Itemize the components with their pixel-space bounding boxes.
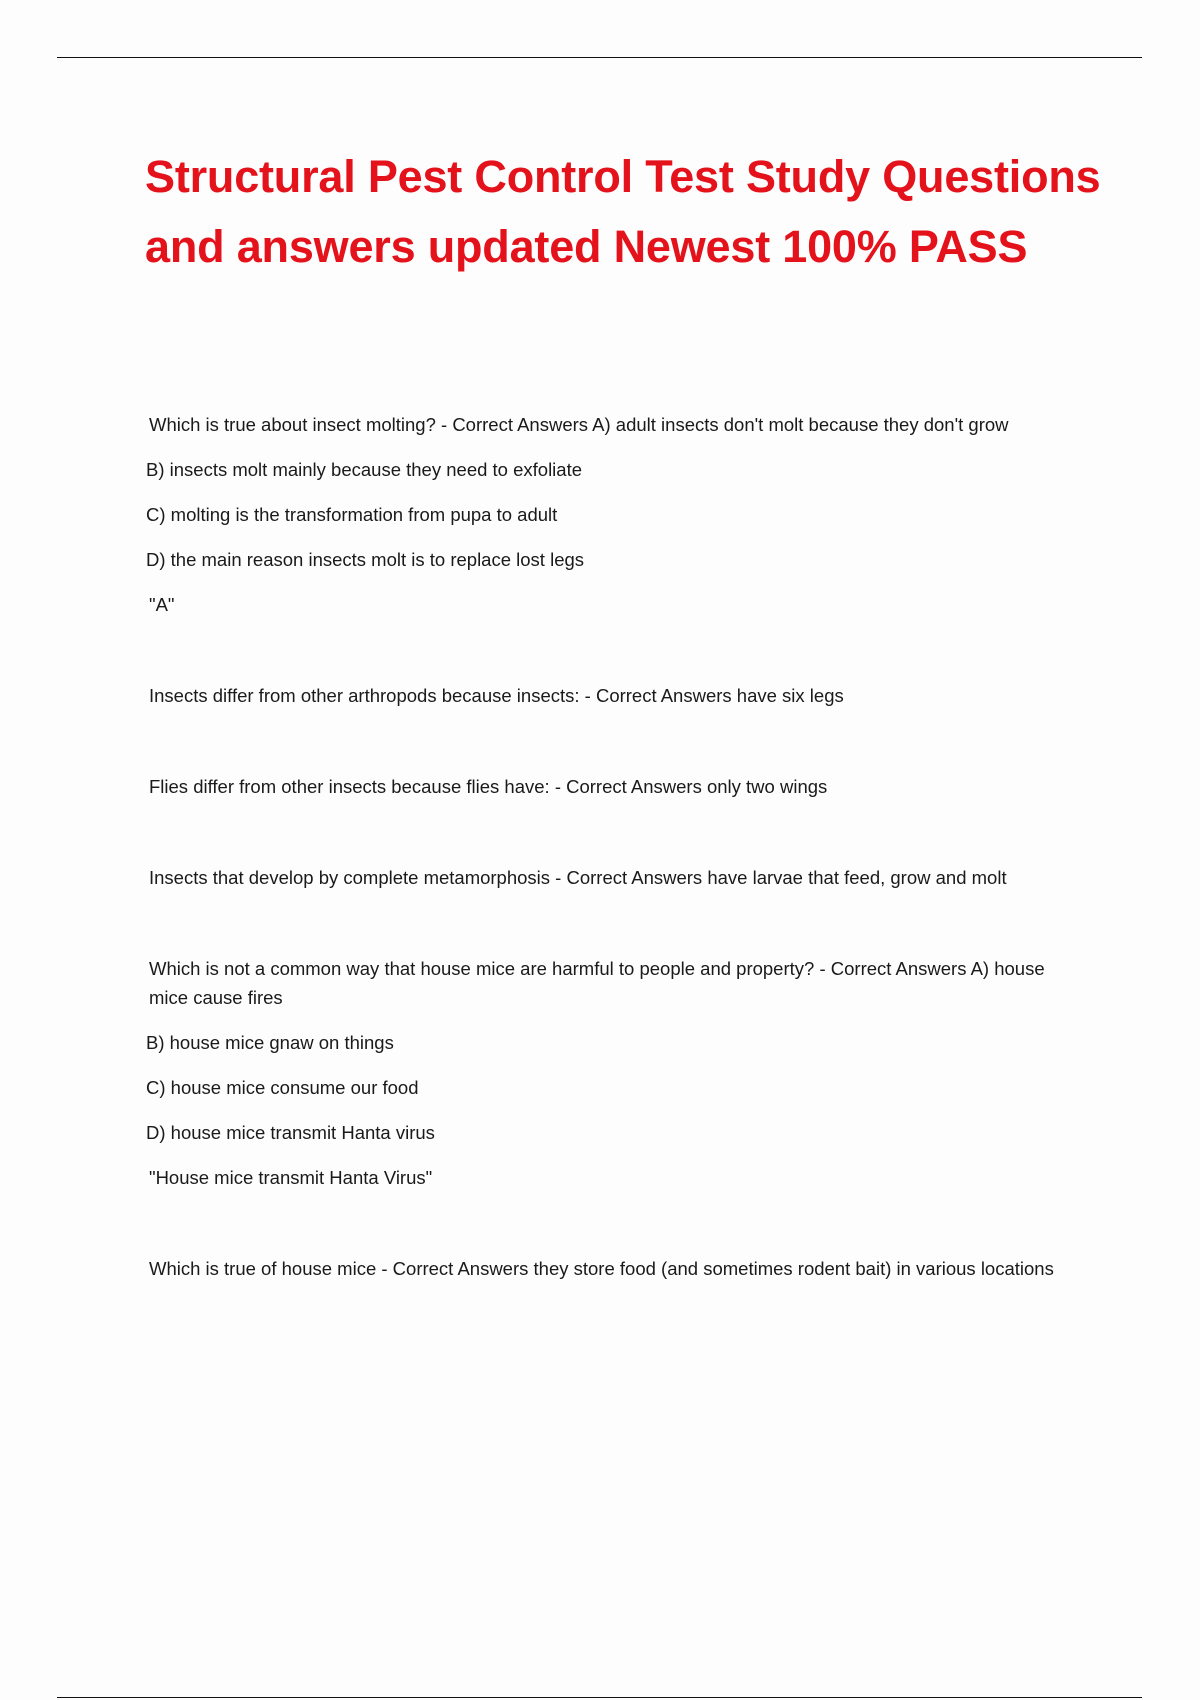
answer-option: D) the main reason insects molt is to replace lost legs bbox=[146, 549, 585, 570]
question-stem: Which is not a common way that house mice are harmful to people and property? - Correct Answers A) house mice cause fires bbox=[149, 958, 1045, 1008]
question-stem: Flies differ from other insects because flies have: - Correct Answers only two wings bbox=[149, 776, 828, 797]
correct-answer: "A" bbox=[149, 594, 175, 615]
document-title: Structural Pest Control Test Study Questions and answers updated Newest 100% PASS bbox=[145, 151, 1101, 272]
question-block bbox=[146, 954, 1086, 1192]
question-block bbox=[146, 1254, 1086, 1283]
question-list bbox=[146, 410, 1086, 1345]
answer-option: B) house mice gnaw on things bbox=[146, 1032, 394, 1053]
question-block bbox=[146, 863, 1086, 892]
correct-answer: "House mice transmit Hanta Virus" bbox=[149, 1167, 433, 1188]
question-block bbox=[146, 681, 1086, 710]
question-block bbox=[146, 772, 1086, 801]
footer-rule bbox=[57, 1697, 1142, 1698]
answer-option: C) house mice consume our food bbox=[146, 1077, 419, 1098]
header-rule bbox=[57, 57, 1142, 58]
answer-option: D) house mice transmit Hanta virus bbox=[146, 1122, 435, 1143]
question-stem: Which is true of house mice - Correct Answers they store food (and sometimes rodent bait) in various locations bbox=[149, 1258, 1054, 1279]
answer-option: B) insects molt mainly because they need to exfoliate bbox=[146, 459, 583, 480]
question-stem: Which is true about insect molting? - Correct Answers A) adult insects don't molt because they don't grow bbox=[149, 414, 1009, 435]
question-stem: Insects differ from other arthropods because insects: - Correct Answers have six legs bbox=[149, 685, 844, 706]
question-stem: Insects that develop by complete metamorphosis - Correct Answers have larvae that feed, grow and molt bbox=[149, 867, 1007, 888]
answer-option: C) molting is the transformation from pupa to adult bbox=[146, 504, 558, 525]
question-block bbox=[146, 410, 1086, 619]
